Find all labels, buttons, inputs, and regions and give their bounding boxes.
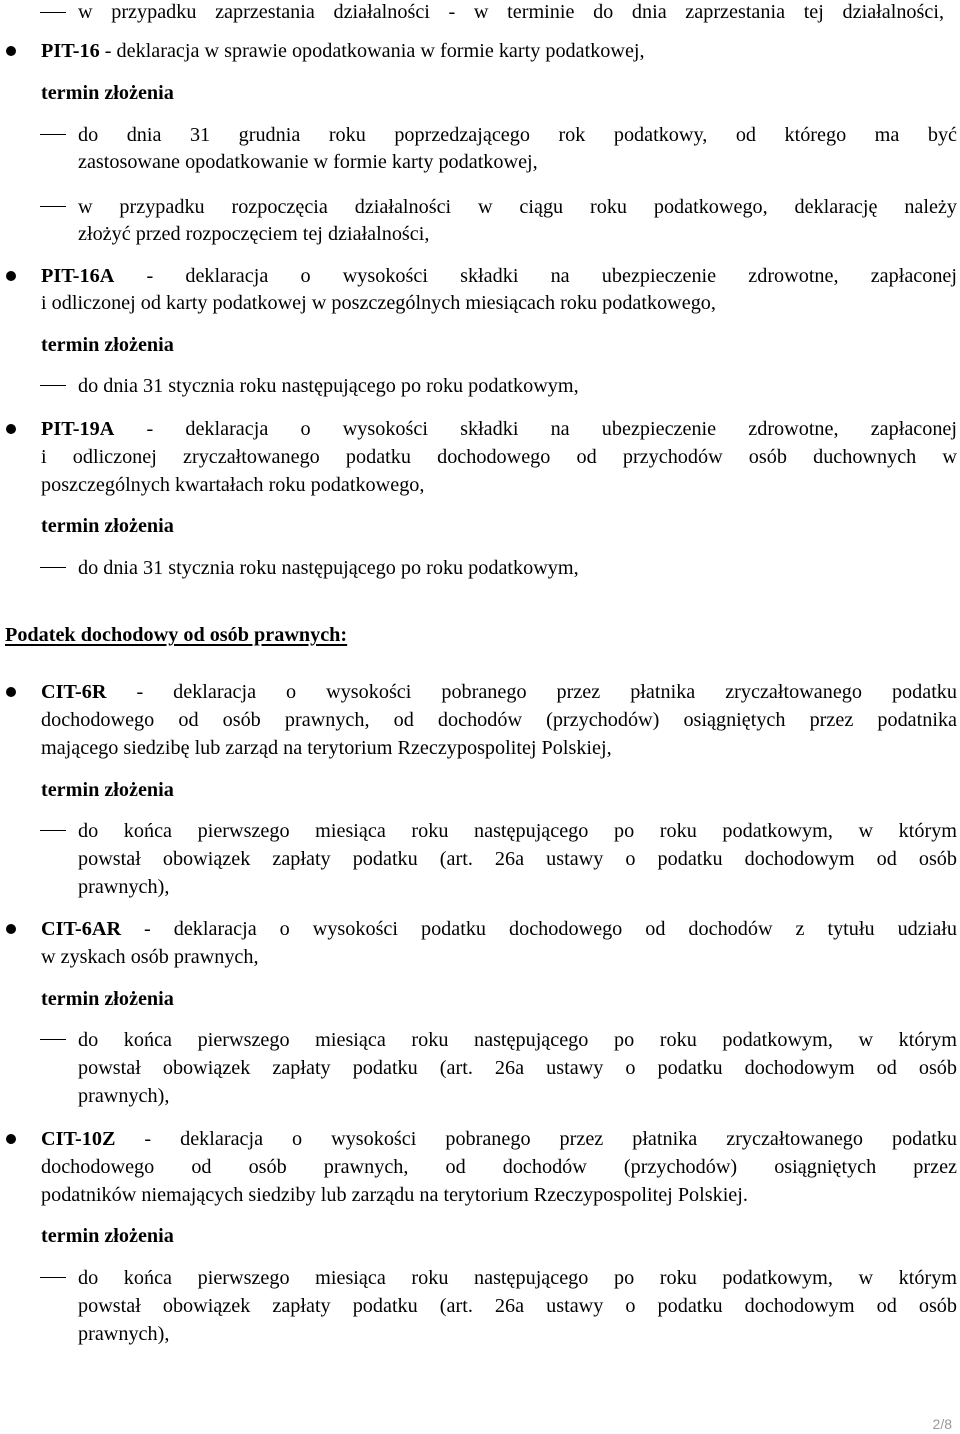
cit6r-description: - deklaracja o wysokości pobranego przez płatnika zryczałtowanego podatku: [136, 681, 957, 703]
pit19a-line: poszczególnych kwartałach roku podatkowego,: [41, 474, 425, 496]
cit6ar-deadline-line: prawnych),: [78, 1085, 170, 1107]
cit6r-line: dochodowego od osób prawnych, od dochodów (przychodów) osiągniętych przez podatnika: [41, 709, 957, 731]
continuation-line: w przypadku zaprzestania działalności - w terminie do dnia zaprzestania tej działalności,: [78, 1, 944, 23]
pit19a-code: PIT-19A: [41, 418, 115, 440]
cit6ar-description: - deklaracja o wysokości podatku dochodowego od dochodów z tytułu udziału: [144, 918, 958, 940]
bullet-marker: [6, 1125, 18, 1153]
pit16-deadline-line: w przypadku rozpoczęcia działalności w ciągu roku podatkowego, deklarację należy: [78, 196, 957, 218]
cit10z-code: CIT-10Z: [41, 1128, 116, 1150]
bullet-marker: [6, 915, 18, 943]
pit16a-code: PIT-16A: [41, 265, 115, 287]
cit6ar-deadline-line: powstał obowiązek zapłaty podatku (art. 26a ustawy o podatku dochodowym od osób: [78, 1057, 957, 1079]
pit16-deadline-line: złożyć przed rozpoczęciem tej działalności,: [78, 223, 430, 245]
pit16-description: - deklaracja w sprawie opodatkowania w formie karty podatkowej,: [104, 40, 645, 62]
pit19a-deadline: do dnia 31 stycznia roku następującego po roku podatkowym,: [78, 557, 579, 579]
dash-marker: [40, 554, 66, 582]
page-number: 2/8: [932, 1416, 952, 1432]
termin-label: termin złożenia: [41, 779, 174, 801]
bullet-marker: [6, 678, 18, 706]
pit16-deadline-line: zastosowane opodatkowanie w formie karty podatkowej,: [78, 151, 538, 173]
dash-marker: [40, 193, 66, 221]
dash-marker: [40, 1264, 66, 1292]
pit16-item: [41, 37, 645, 65]
termin-label: termin złożenia: [41, 1225, 174, 1247]
cit6ar-code: CIT-6AR: [41, 918, 122, 940]
pit19a-description: - deklaracja o wysokości składki na ubezpieczenie zdrowotne, zapłaconej: [146, 418, 958, 440]
pit19a-line: [41, 415, 957, 443]
termin-label: termin złożenia: [41, 988, 174, 1010]
dash-marker: [40, 372, 66, 400]
bullet-marker: [6, 37, 18, 65]
dash-marker: [40, 817, 66, 845]
cit6r-deadline-line: powstał obowiązek zapłaty podatku (art. 26a ustawy o podatku dochodowym od osób: [78, 848, 957, 870]
cit6r-line: mającego siedzibę lub zarząd na terytorium Rzeczypospolitej Polskiej,: [41, 737, 612, 759]
dash-marker: [40, 0, 66, 27]
cit6ar-line: [41, 915, 957, 943]
pit16a-description: - deklaracja o wysokości składki na ubezpieczenie zdrowotne, zapłaconej: [146, 265, 958, 287]
cit10z-line: podatników niemających siedziby lub zarządu na terytorium Rzeczypospolitej Polskiej.: [41, 1184, 748, 1206]
cit6r-deadline-line: do końca pierwszego miesiąca roku następującego po roku podatkowym, w którym: [78, 820, 957, 842]
cit6ar-deadline-line: do końca pierwszego miesiąca roku następującego po roku podatkowym, w którym: [78, 1029, 957, 1051]
cit6ar-line: w zyskach osób prawnych,: [41, 946, 259, 968]
pit16-deadline-line: do dnia 31 grudnia roku poprzedzającego rok podatkowy, od którego ma być: [78, 124, 957, 146]
cit10z-deadline-line: do końca pierwszego miesiąca roku następującego po roku podatkowym, w którym: [78, 1267, 957, 1289]
pit19a-line: i odliczonej zryczałtowanego podatku dochodowego od przychodów osób duchownych w: [41, 446, 957, 468]
pit16-code: PIT-16: [41, 40, 100, 62]
termin-label: termin złożenia: [41, 82, 174, 104]
pit16a-deadline: do dnia 31 stycznia roku następującego po roku podatkowym,: [78, 375, 579, 397]
bullet-marker: [6, 262, 18, 290]
pit16a-line: i odliczonej od karty podatkowej w poszczególnych miesiącach roku podatkowego,: [41, 292, 716, 314]
pit16a-line: [41, 262, 957, 290]
cit10z-line: [41, 1125, 957, 1153]
cit10z-line: dochodowego od osób prawnych, od dochodów (przychodów) osiągniętych przez: [41, 1156, 957, 1178]
section-heading: Podatek dochodowy od osób prawnych:: [5, 624, 348, 646]
cit10z-deadline-line: powstał obowiązek zapłaty podatku (art. 26a ustawy o podatku dochodowym od osób: [78, 1295, 957, 1317]
dash-marker: [40, 1026, 66, 1054]
termin-label: termin złożenia: [41, 515, 174, 537]
cit6r-code: CIT-6R: [41, 681, 107, 703]
cit10z-deadline-line: prawnych),: [78, 1323, 170, 1345]
termin-label: termin złożenia: [41, 334, 174, 356]
cit6r-deadline-line: prawnych),: [78, 876, 170, 898]
dash-marker: [40, 121, 66, 149]
bullet-marker: [6, 415, 18, 443]
cit6r-line: [41, 678, 957, 706]
cit10z-description: - deklaracja o wysokości pobranego przez płatnika zryczałtowanego podatku: [144, 1128, 958, 1150]
